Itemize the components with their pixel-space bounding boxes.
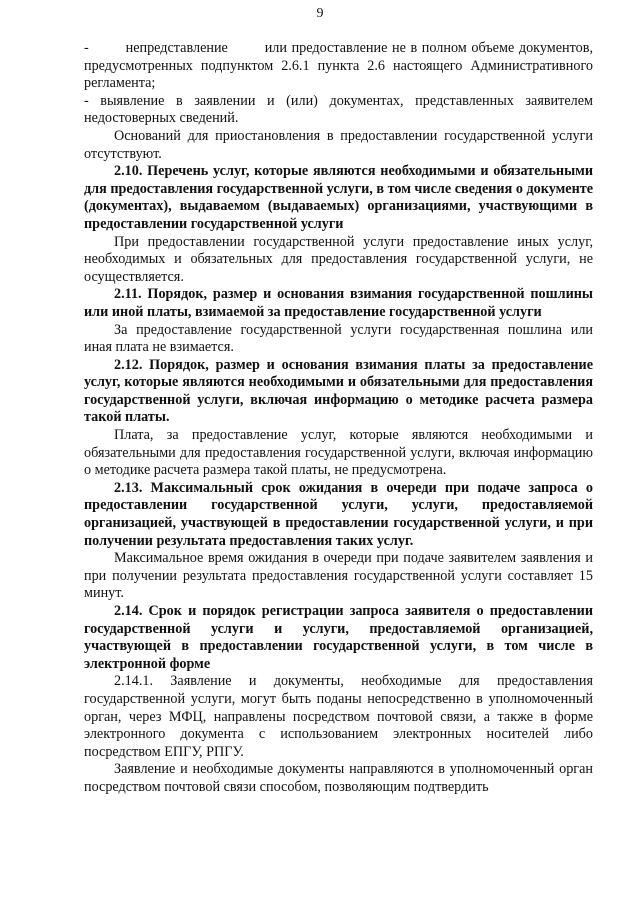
section-heading-2-13: 2.13. Максимальный срок ожидания в очереди при подаче запроса о предоставлении государственной услуги, услуги, предоставляемой организацией, участвующей в предоставлении государственной услуги, и при получении результата предоставления таких услуг.: [84, 479, 593, 549]
section-heading-2-11: 2.11. Порядок, размер и основания взимания государственной пошлины или иной платы, взимаемой за предоставление государственной услуги: [84, 286, 593, 320]
paragraph-2-11-text: За предоставление государственной услуги государственная пошлина или иная плата не взимается.: [84, 321, 593, 356]
list-item-missing-documents: - непредставление или предоставление не в полном объеме документов, предусмотренных подпунктом 2.6.1 пункта 2.6 настоящего Административного регламента;: [84, 40, 597, 92]
paragraph-2-14-1: 2.14.1. Заявление и документы, необходимые для предоставления государственной услуги, могут быть поданы непосредственно в уполномоченный орган, через МФЦ, направлены посредством почтовой связи, а также в форме электронного документа с использованием электронных носителей либо посредством ЕПГУ, РПГУ.: [84, 673, 593, 760]
paragraph-no-suspension: Оснований для приостановления в предоставлении государственной услуги отсутствуют.: [84, 127, 593, 162]
page-number: 9: [316, 6, 324, 21]
paragraph-2-12-text: Плата, за предоставление услуг, которые являются необходимыми и обязательными для предоставления государственной услуги, включая информацию о методике расчета размера такой платы, не предусмотрена.: [84, 427, 593, 479]
document-body: [84, 40, 597, 797]
section-heading-2-12: 2.12. Порядок, размер и основания взимания платы за предоставление услуг, которые являются необходимыми и обязательными для предоставления государственной услуги, включая информацию о методике расчета размера такой платы.: [84, 356, 593, 426]
paragraph-2-13-text: Максимальное время ожидания в очереди при подаче заявителем заявления и при получении результата предоставления государственной услуги составляет 15 минут.: [84, 550, 593, 602]
list-item-false-information: - выявление в заявлении и (или) документах, представленных заявителем недостоверных сведений.: [84, 92, 593, 127]
paragraph-2-10-text: При предоставлении государственной услуги предоставление иных услуг, необходимых и обязательных для предоставления государственной услуги, не осуществляется.: [84, 233, 593, 285]
section-heading-2-10: 2.10. Перечень услуг, которые являются необходимыми и обязательными для предоставления государственной услуги, в том числе сведения о документе (документах), выдаваемом (выдаваемых) организациями, участвующими в предоставлении государственной услуги: [84, 163, 594, 232]
paragraph-postal-delivery: Заявление и необходимые документы направляются в уполномоченный орган посредством почтовой связи способом, позволяющим подтвердить: [84, 761, 593, 795]
section-heading-2-14: 2.14. Срок и порядок регистрации запроса заявителя о предоставлении государственной услуги и услуги, предоставляемой организацией, участвующей в предоставлении государственной услуги, в том числе в электронной форме: [84, 603, 593, 672]
